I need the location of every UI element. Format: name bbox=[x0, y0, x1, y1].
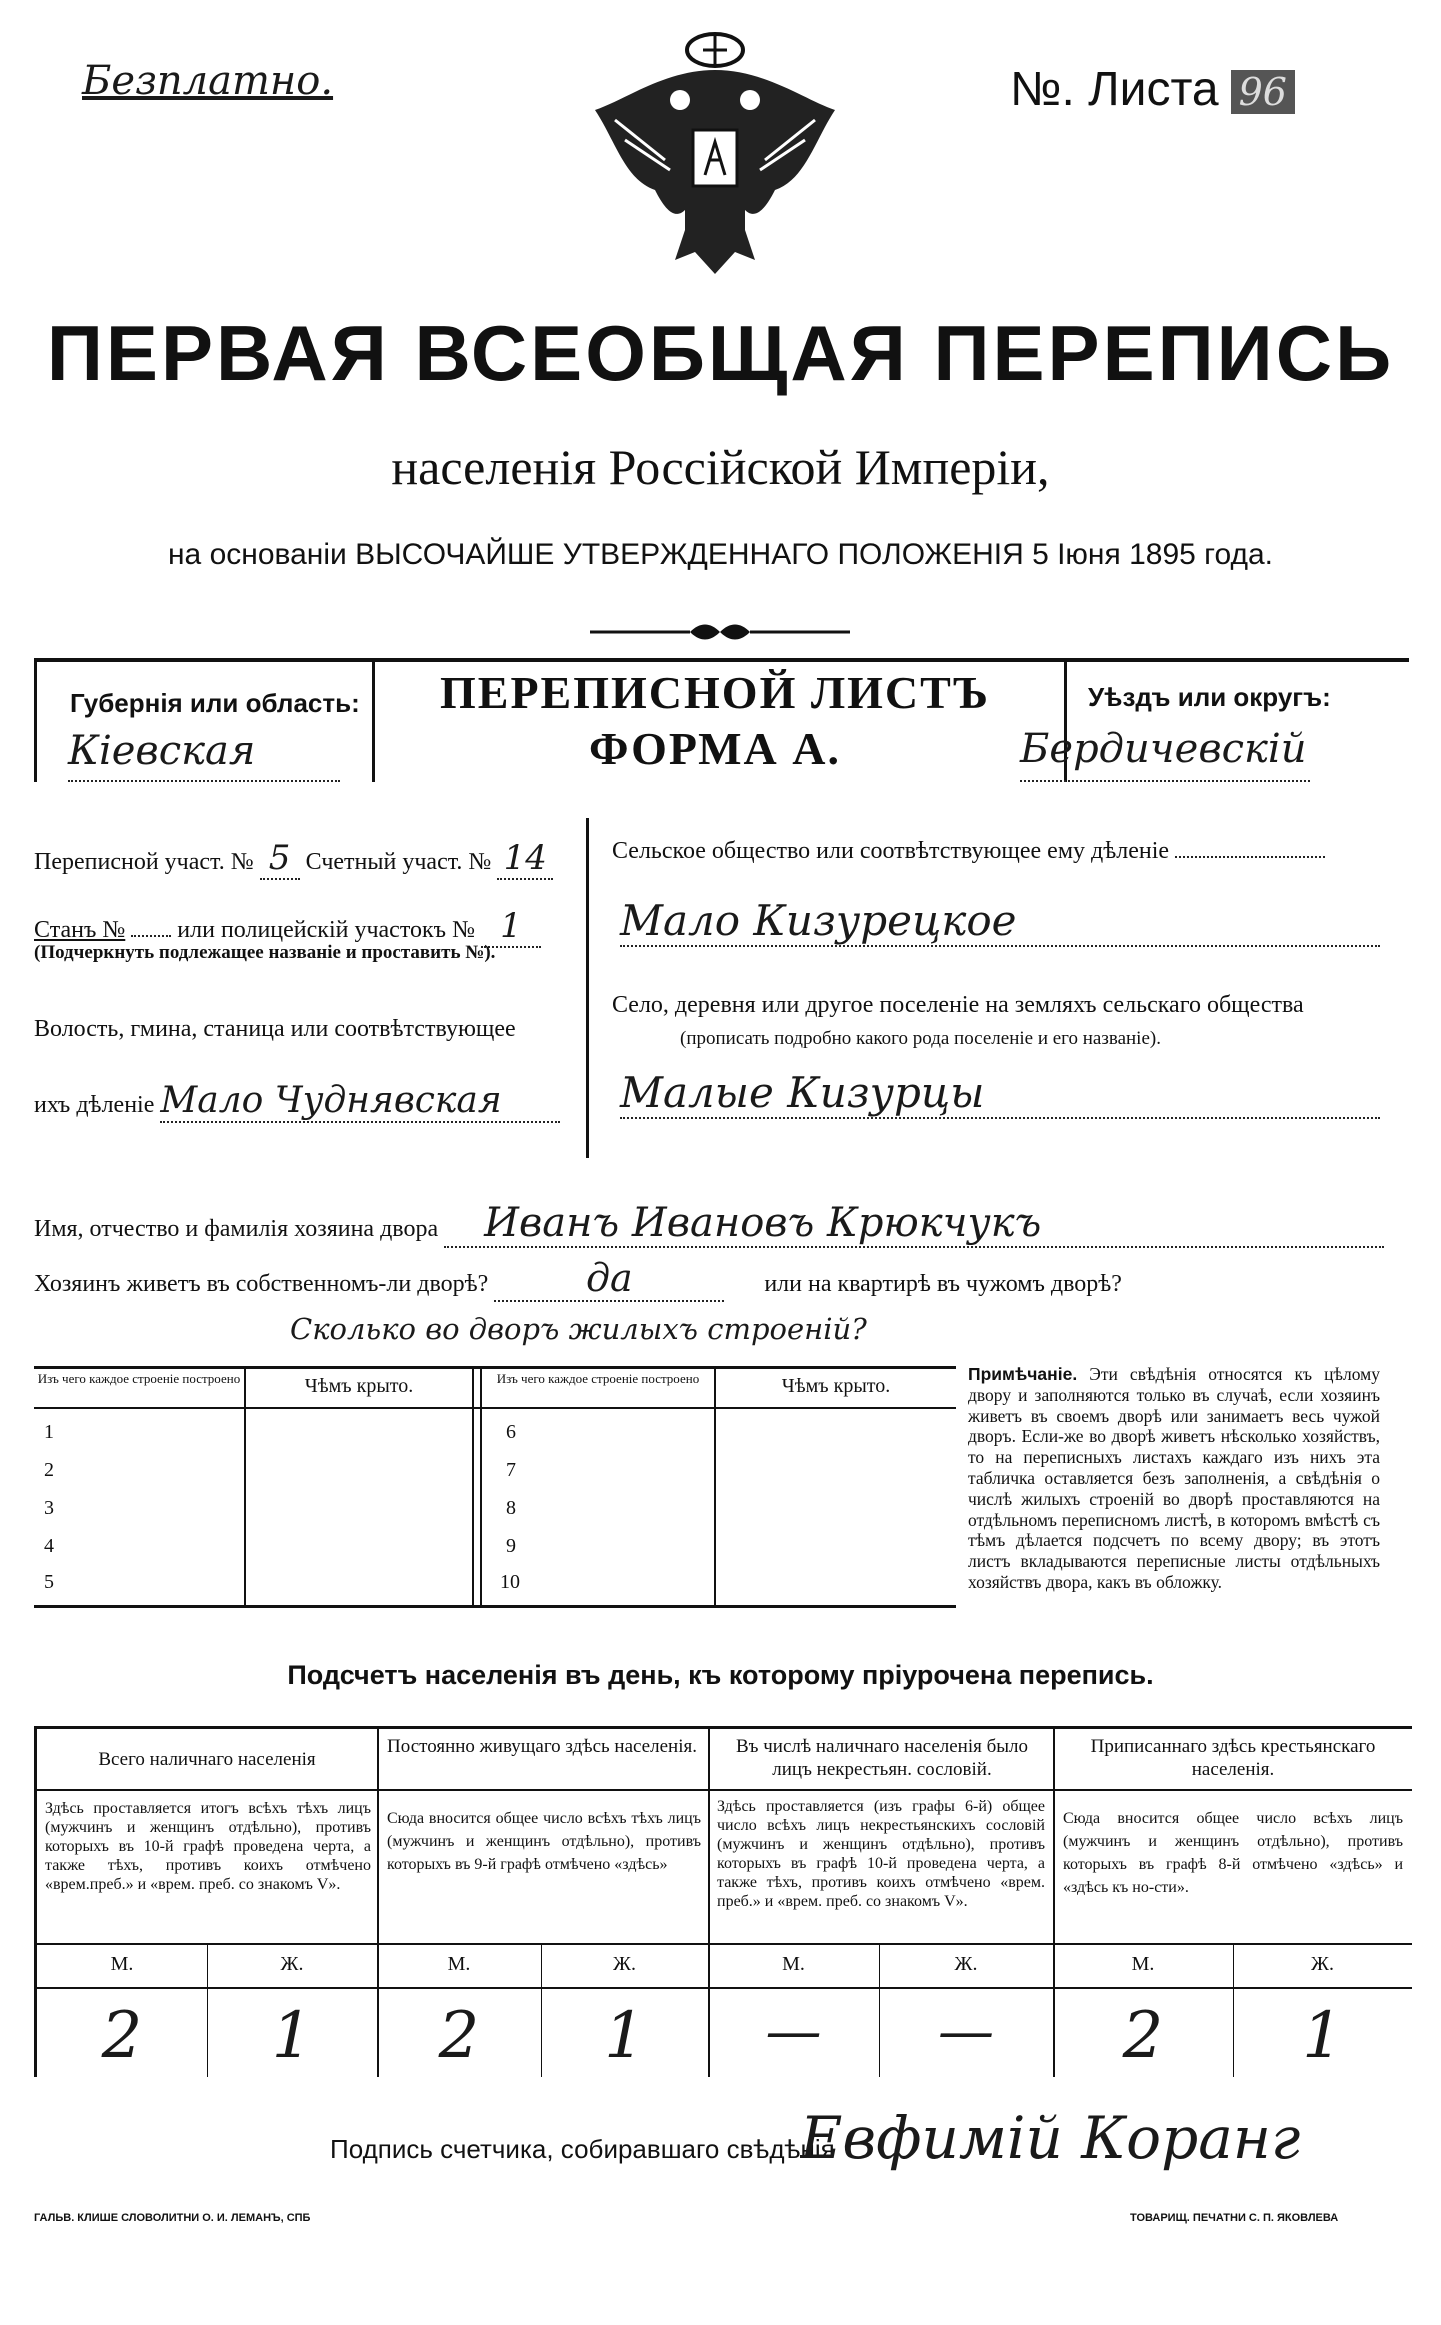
stan-note: (Подчеркнуть подлежащее названіе и проставить №). bbox=[34, 942, 496, 963]
pop-col-3-heading: Въ числѣ наличнаго населенія было лицъ некрестьян. сословій. bbox=[735, 1736, 1029, 1780]
owner-name-label: Имя, отчество и фамилія хозяина двора bbox=[34, 1216, 439, 1242]
population-table bbox=[34, 1726, 1412, 2077]
f-label: Ж. bbox=[613, 1953, 636, 1975]
census-title: ПЕРВАЯ ВСЕОБЩАЯ ПЕРЕПИСЬ bbox=[46, 309, 1395, 397]
volost-label-2: ихъ дѣленіе bbox=[34, 1092, 155, 1118]
pop-col-3-male: — bbox=[765, 1999, 822, 2064]
owner-name-value: Иванъ Ивановъ Крюкчукъ bbox=[444, 1200, 1384, 1248]
society-label: Сельское общество или соотвѣтствующее ему дѣленіе bbox=[612, 838, 1170, 864]
row-num: 2 bbox=[44, 1459, 54, 1481]
rented-label: или на квартирѣ въ чужомъ дворѣ? bbox=[764, 1271, 1122, 1297]
m-label: М. bbox=[110, 1953, 134, 1975]
volost-label: Волость, гмина, станица или соотвѣтствующее bbox=[34, 1016, 516, 1042]
col-roof-left: Чѣмъ крыто. bbox=[304, 1375, 414, 1397]
pop-col-3-female: — bbox=[938, 1999, 994, 2064]
gubernia-underline bbox=[68, 780, 340, 782]
own-yard-row bbox=[34, 1256, 1122, 1302]
f-label: Ж. bbox=[280, 1953, 304, 1975]
fields-divider bbox=[586, 818, 589, 1158]
printer-left: ГАЛЬВ. КЛИШЕ СЛОВОЛИТНИ О. И. ЛЕМАНЪ, СПБ bbox=[34, 2212, 311, 2224]
col-material-right: Изъ чего каждое строеніе построено bbox=[496, 1371, 700, 1386]
pop-col-4-male: 2 bbox=[1122, 1999, 1164, 2073]
pop-col-3-desc: Здѣсь проставляется (изъ графы 6-й) общее число всѣхъ лицъ некрестьянскихъ сословій (мужчинъ и женщинъ отдѣльно), противъ которыхъ въ графѣ 10-й проведена черта, а также тѣхъ, противъ коихъ отмѣчено «врем. преб.» и «врем. преб. со знакомъ V». bbox=[717, 1798, 1045, 1910]
col-material-left: Изъ чего каждое строеніе построено bbox=[37, 1371, 241, 1386]
form-title: ПЕРЕПИСНОЙ ЛИСТЪ bbox=[439, 667, 991, 718]
note-title: Примѣчаніе. bbox=[968, 1364, 1078, 1384]
owner-row bbox=[34, 1200, 1384, 1248]
police-label: или полицейскій участокъ № bbox=[177, 917, 475, 943]
m-label: М. bbox=[1131, 1953, 1155, 1975]
row-num: 9 bbox=[506, 1535, 516, 1557]
census-subtitle: населенія Россійской Имперіи, bbox=[391, 439, 1050, 495]
society-row bbox=[612, 838, 1325, 865]
pop-col-1-female: 1 bbox=[271, 1999, 313, 2073]
sheet-number bbox=[1010, 62, 1295, 117]
form-subtitle: ФОРМА А. bbox=[589, 723, 841, 774]
sheet-number-value: 96 bbox=[1231, 70, 1295, 114]
population-title: Подсчетъ населенія въ день, къ которому пріурочена перепись. bbox=[287, 1660, 1154, 1690]
pop-col-1-heading: Всего наличнаго населенія bbox=[98, 1749, 316, 1770]
sheet-number-label: №. Листа bbox=[1010, 63, 1219, 116]
volost-row bbox=[34, 1080, 560, 1123]
buildings-note bbox=[968, 1364, 1380, 1593]
buildings-table bbox=[34, 1366, 956, 1608]
pop-col-4-female: 1 bbox=[1302, 1999, 1343, 2073]
pop-col-4-desc: Сюда вносится общее число всѣхъ лицъ (мужчинъ и женщинъ отдѣльно), противъ которыхъ въ графѣ 8-й отмѣчено «здѣсь» и «здѣсь къ но-сти». bbox=[1063, 1810, 1403, 1896]
stan-label: Станъ № bbox=[34, 917, 126, 943]
pop-col-2-male: 2 bbox=[438, 1999, 480, 2073]
census-basis: на основаніи ВЫСОЧАЙШЕ УТВЕРЖДЕННАГО ПОЛОЖЕНІЯ 5 Іюня 1895 года. bbox=[167, 538, 1273, 571]
row-num: 4 bbox=[44, 1535, 54, 1557]
pop-col-2-female: 1 bbox=[604, 1999, 645, 2073]
signature-label: Подпись счетчика, собиравшаго свѣдѣнія bbox=[330, 2134, 835, 2164]
uezd-label: Уѣздъ или округъ: bbox=[1088, 682, 1331, 712]
uezd-value: Бердичевскій bbox=[1020, 726, 1307, 772]
buildings-question: Сколько во дворъ жилыхъ строеній? bbox=[290, 1312, 867, 1346]
row-num: 1 bbox=[44, 1421, 54, 1443]
census-district-label: Переписной участ. № bbox=[34, 849, 254, 875]
row-num: 6 bbox=[506, 1421, 516, 1443]
pop-col-1-desc: Здѣсь проставляется итогъ всѣхъ тѣхъ лицъ (мужчинъ и женщинъ отдѣльно), противъ которыхъ въ 10-й графѣ проведена черта, а также тѣхъ, противъ коихъ отмѣчено «врем.преб.» и «врем. преб. со знакомъ V». bbox=[45, 1800, 371, 1893]
free-label: Безплатно. bbox=[82, 58, 334, 104]
count-district-label: Счетный участ. № bbox=[305, 849, 492, 875]
pop-col-4-heading: Приписаннаго здѣсь крестьянскаго населенія. bbox=[1090, 1736, 1376, 1780]
m-label: М. bbox=[447, 1953, 471, 1975]
row-num: 3 bbox=[44, 1497, 54, 1519]
police-value: 1 bbox=[481, 906, 541, 948]
own-yard-label: Хозяинъ живетъ въ собственномъ-ли дворѣ? bbox=[34, 1271, 489, 1297]
printer-right: ТОВАРИЩ. ПЕЧАТНИ С. П. ЯКОВЛЕВА bbox=[1130, 2212, 1339, 2224]
row-num: 8 bbox=[506, 1497, 516, 1519]
gubernia-value: Кіевская bbox=[68, 728, 256, 774]
gubernia-label: Губернія или область: bbox=[70, 688, 360, 718]
note-text: Эти свѣдѣнія относятся къ цѣлому двору и заполняются только въ случаѣ, если хозяинъ живетъ въ своемъ дворѣ или занимаетъ весь чужой дворъ. Если-же во дворѣ живетъ нѣсколько хозяйствъ, то на переписныхъ листахъ каждаго изъ нихъ эта табличка оставляется безъ заполненія, а свѣдѣнія о числѣ жилыхъ строеній во дворѣ проставляются на отдѣльномъ переписномъ листѣ, в которомъ вмѣстѣ съ тѣмъ дѣлается подсчетъ по всему двору; въ этотъ листъ вкладываются переписные листы отдѣльныхъ хозяйствъ двора, какъ въ обложку. bbox=[968, 1364, 1381, 1592]
pop-col-1-male: 2 bbox=[101, 1999, 143, 2073]
signature: Евфимій Коранг bbox=[800, 2104, 1301, 2172]
own-yard-value: да bbox=[494, 1256, 724, 1302]
row-num: 5 bbox=[44, 1571, 54, 1593]
pop-col-2-desc: Сюда вносится общее число всѣхъ тѣхъ лицъ (мужчинъ и женщинъ отдѣльно), противъ которыхъ въ 9-й графѣ отмѣчено «здѣсь» bbox=[387, 1810, 701, 1873]
society-value: Мало Кизурецкое bbox=[620, 896, 1380, 947]
signature-row bbox=[330, 2134, 835, 2165]
f-label: Ж. bbox=[1311, 1953, 1334, 1975]
f-label: Ж. bbox=[954, 1953, 978, 1975]
col-roof-right: Чѣмъ крыто. bbox=[781, 1375, 891, 1397]
coat-of-arms-icon bbox=[585, 30, 845, 280]
count-district-value: 14 bbox=[497, 838, 553, 880]
census-district-value: 5 bbox=[260, 838, 300, 880]
ornament-divider bbox=[590, 620, 850, 644]
row-num: 10 bbox=[500, 1571, 520, 1593]
village-note: (прописать подробно какого рода поселеніе и его названіе). bbox=[680, 1028, 1161, 1049]
uezd-underline bbox=[1020, 780, 1310, 782]
row-num: 7 bbox=[506, 1459, 516, 1481]
village-label: Село, деревня или другое поселеніе на земляхъ сельскаго общества bbox=[612, 992, 1304, 1018]
pop-col-2-heading: Постоянно живущаго здѣсь населенія. bbox=[387, 1736, 697, 1757]
m-label: М. bbox=[782, 1953, 805, 1975]
volost-value: Мало Чуднявская bbox=[160, 1080, 560, 1123]
census-district-row bbox=[34, 838, 553, 880]
village-value: Малые Кизурцы bbox=[620, 1068, 1380, 1119]
